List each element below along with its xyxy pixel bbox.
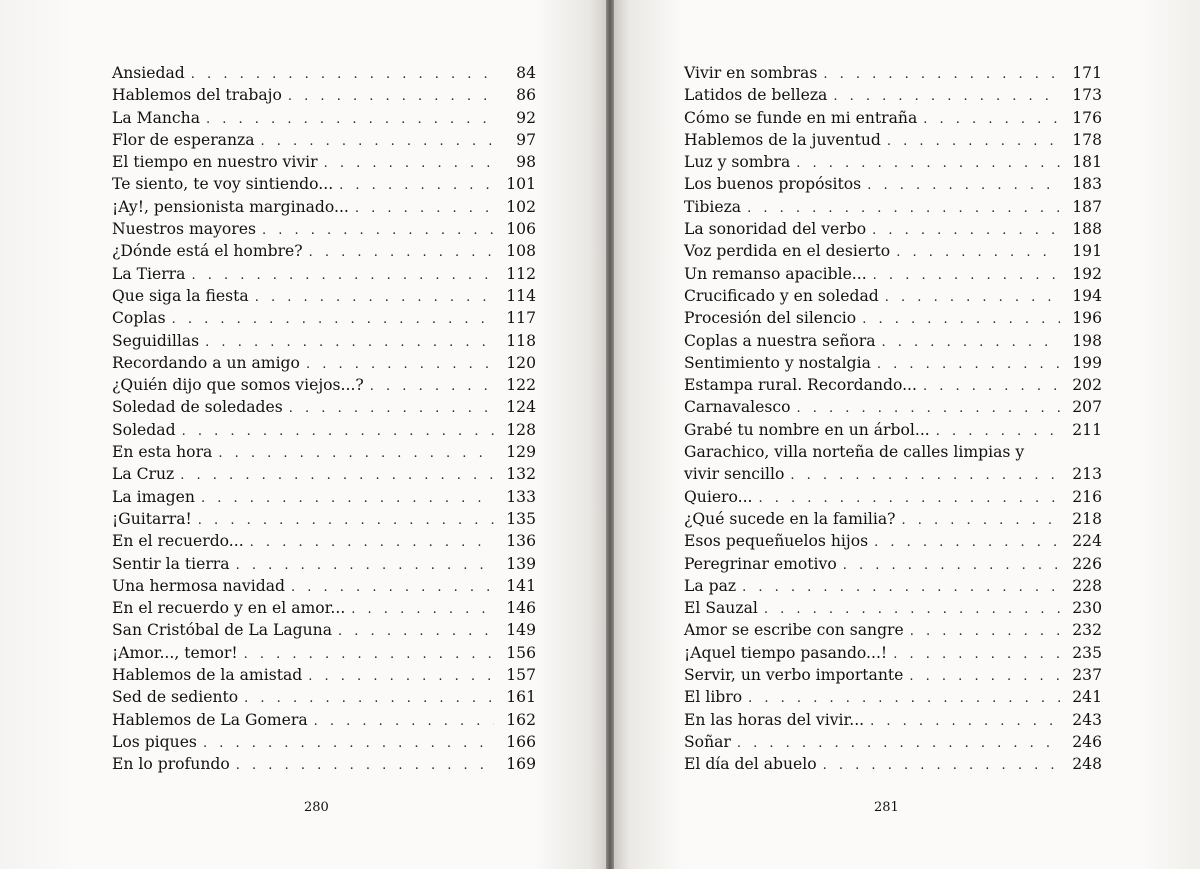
toc-entry <box>684 731 1102 753</box>
toc-entry-title: Un remanso apacible... <box>684 264 867 283</box>
toc-entry-page: 114 <box>506 286 536 305</box>
toc-entry-title: Coplas a nuestra señora <box>684 331 876 350</box>
toc-entry <box>112 441 536 463</box>
toc-entry-page: 237 <box>1072 666 1102 685</box>
toc-entry <box>684 151 1102 173</box>
toc-entry <box>684 196 1102 218</box>
toc-entry-page: 173 <box>1072 86 1102 105</box>
toc-entry-title: La Tierra <box>112 264 186 283</box>
toc-entry-page: 101 <box>506 175 536 194</box>
toc-entry-title: En el recuerdo y en el amor... <box>112 599 346 618</box>
toc-entry <box>684 619 1102 641</box>
toc-entry <box>112 553 536 575</box>
toc-entry-page: 162 <box>506 710 536 729</box>
toc-entry <box>112 352 536 374</box>
toc-entry-title: Crucificado y en soledad <box>684 286 879 305</box>
toc-entry-title: Nuestros mayores <box>112 220 256 239</box>
toc-entry-title: Los buenos propósitos <box>684 175 862 194</box>
toc-entry <box>684 374 1102 396</box>
toc-entry-title: ¡Ay!, pensionista marginado... <box>112 197 349 216</box>
toc-entry <box>684 486 1102 508</box>
toc-entry <box>684 129 1102 151</box>
toc-leader-dots <box>339 175 494 197</box>
toc-entry <box>684 240 1102 262</box>
toc-leader-dots <box>823 64 1060 86</box>
toc-leader-dots <box>172 309 494 331</box>
toc-entry <box>112 753 536 775</box>
toc-entry-title: Flor de esperanza <box>112 130 255 149</box>
toc-leader-dots <box>877 354 1060 376</box>
toc-leader-dots <box>255 287 494 309</box>
toc-entry-page: 141 <box>506 576 536 595</box>
toc-leader-dots <box>893 644 1060 666</box>
toc-entry-title: Los piques <box>112 732 197 751</box>
toc-leader-dots <box>874 532 1060 554</box>
toc-leader-dots <box>909 666 1060 688</box>
toc-entry-page: 191 <box>1072 242 1102 261</box>
toc-entry-title: San Cristóbal de La Laguna <box>112 621 333 640</box>
toc-leader-dots <box>236 555 494 577</box>
toc-entry <box>684 508 1102 530</box>
toc-entry-page: 230 <box>1072 599 1102 618</box>
toc-entry <box>112 709 536 731</box>
toc-entry-page: 92 <box>516 108 536 127</box>
toc-leader-dots <box>885 287 1060 309</box>
toc-entry <box>112 107 536 129</box>
toc-leader-dots <box>191 265 494 287</box>
toc-entry <box>112 263 536 285</box>
toc-leader-dots <box>289 398 494 420</box>
toc-left <box>112 62 536 776</box>
toc-entry-title: En esta hora <box>112 443 213 462</box>
toc-entry-title: Vivir en sombras <box>684 64 818 82</box>
toc-leader-dots <box>244 688 494 710</box>
toc-leader-dots <box>201 488 494 510</box>
toc-leader-dots <box>314 711 494 733</box>
toc-entry <box>684 62 1102 84</box>
page-number-right: 281 <box>874 800 899 815</box>
toc-entry-page: 120 <box>506 353 536 372</box>
toc-leader-dots <box>737 733 1060 755</box>
toc-right <box>684 62 1102 776</box>
toc-entry-page: 218 <box>1072 509 1102 528</box>
toc-entry-page: 122 <box>506 376 536 395</box>
toc-entry-title: Te siento, te voy sintiendo... <box>112 175 334 194</box>
toc-entry-title: ¿Qué sucede en la familia? <box>684 509 896 528</box>
toc-entry <box>112 530 536 552</box>
toc-entry-title: Tibieza <box>684 197 742 216</box>
toc-entry-title: La Cruz <box>112 465 175 484</box>
toc-entry <box>684 307 1102 329</box>
toc-entry-title: Voz perdida en el desierto <box>684 242 891 261</box>
toc-entry-page: 213 <box>1072 465 1102 484</box>
toc-entry-title: Carnavalesco <box>684 398 791 417</box>
toc-entry <box>684 218 1102 240</box>
toc-entry-page: 97 <box>516 130 536 149</box>
toc-entry <box>684 642 1102 664</box>
toc-entry-page: 248 <box>1072 755 1102 774</box>
toc-entry <box>684 173 1102 195</box>
toc-entry-title: La imagen <box>112 487 195 506</box>
toc-entry-title: Cómo se funde en mi entraña <box>684 108 918 127</box>
toc-entry-page: 132 <box>506 465 536 484</box>
toc-leader-dots <box>308 666 494 688</box>
toc-entry-page: 117 <box>506 309 536 328</box>
toc-entry <box>112 642 536 664</box>
toc-entry-title: Amor se escribe con sangre <box>684 621 904 640</box>
toc-entry-page: 243 <box>1072 710 1102 729</box>
toc-entry-title: Garachico, villa norteña de calles limpias y <box>684 443 1025 462</box>
toc-entry-title: El Sauzal <box>684 599 758 618</box>
toc-entry <box>112 84 536 106</box>
toc-entry-page: 196 <box>1072 309 1102 328</box>
toc-entry-page: 199 <box>1072 353 1102 372</box>
toc-entry-page: 207 <box>1072 398 1102 417</box>
toc-leader-dots <box>872 220 1060 242</box>
toc-entry-title: Procesión del silencio <box>684 309 857 328</box>
toc-entry-page: 146 <box>506 599 536 618</box>
toc-entry <box>684 463 1102 485</box>
toc-entry-page: 181 <box>1072 153 1102 172</box>
toc-entry <box>684 553 1102 575</box>
toc-entry <box>112 330 536 352</box>
toc-entry-title: Una hermosa navidad <box>112 576 285 595</box>
toc-entry-page: 133 <box>506 487 536 506</box>
toc-entry-title: Hablemos de la juventud <box>684 130 881 149</box>
toc-entry-title: ¿Quién dijo que somos viejos...? <box>112 376 364 395</box>
toc-entry-page: 198 <box>1072 331 1102 350</box>
toc-entry <box>112 307 536 329</box>
toc-leader-dots <box>355 198 494 220</box>
toc-entry-title: Seguidillas <box>112 331 200 350</box>
toc-entry-page: 128 <box>506 420 536 439</box>
toc-entry-page: 241 <box>1072 688 1102 707</box>
toc-entry-title: El libro <box>684 688 743 707</box>
toc-entry-page: 161 <box>506 688 536 707</box>
toc-leader-dots <box>262 220 494 242</box>
toc-entry-title: Luz y sombra <box>684 153 791 172</box>
toc-entry <box>684 330 1102 352</box>
toc-entry-title: Soñar <box>684 732 731 751</box>
toc-leader-dots <box>306 354 494 376</box>
toc-leader-dots <box>182 421 494 443</box>
toc-entry-page: 86 <box>516 86 536 105</box>
toc-entry-title: ¡Amor..., temor! <box>112 643 238 662</box>
toc-leader-dots <box>205 332 494 354</box>
toc-entry-title: vivir sencillo <box>684 465 785 484</box>
toc-leader-dots <box>764 599 1060 621</box>
toc-leader-dots <box>198 510 494 532</box>
toc-leader-dots <box>796 398 1060 420</box>
toc-entry-page: 246 <box>1072 732 1102 751</box>
toc-entry-page: 149 <box>506 621 536 640</box>
toc-entry-page: 171 <box>1072 64 1102 82</box>
toc-entry-page: 194 <box>1072 286 1102 305</box>
toc-entry <box>112 686 536 708</box>
toc-entry <box>112 419 536 441</box>
toc-entry <box>112 664 536 686</box>
toc-entry-page: 135 <box>506 509 536 528</box>
toc-entry <box>684 107 1102 129</box>
toc-entry <box>684 441 1102 463</box>
toc-leader-dots <box>291 577 494 599</box>
toc-entry-title: Quiero... <box>684 487 753 506</box>
toc-entry-title: En lo profundo <box>112 755 230 774</box>
toc-entry-page: 211 <box>1072 420 1102 439</box>
book-gutter <box>606 0 614 869</box>
toc-entry <box>112 374 536 396</box>
toc-entry-title: La paz <box>684 576 737 595</box>
toc-entry-page: 124 <box>506 398 536 417</box>
toc-entry <box>112 731 536 753</box>
toc-entry <box>112 486 536 508</box>
toc-entry-page: 183 <box>1072 175 1102 194</box>
toc-entry-page: 235 <box>1072 643 1102 662</box>
toc-leader-dots <box>180 465 494 487</box>
toc-leader-dots <box>203 733 494 755</box>
toc-entry <box>112 173 536 195</box>
toc-entry <box>112 240 536 262</box>
toc-leader-dots <box>758 488 1060 510</box>
toc-entry-title: Que siga la fiesta <box>112 286 249 305</box>
toc-leader-dots <box>748 688 1060 710</box>
toc-entry-page: 176 <box>1072 108 1102 127</box>
toc-entry-page: 187 <box>1072 197 1102 216</box>
toc-leader-dots <box>796 153 1060 175</box>
toc-leader-dots <box>870 711 1060 733</box>
toc-entry <box>684 709 1102 731</box>
toc-leader-dots <box>191 64 494 86</box>
toc-entry-title: El tiempo en nuestro vivir <box>112 153 318 172</box>
toc-entry <box>112 396 536 418</box>
toc-entry-title: ¿Dónde está el hombre? <box>112 242 303 261</box>
toc-entry-title: La Mancha <box>112 108 200 127</box>
toc-leader-dots <box>790 465 1060 487</box>
toc-leader-dots <box>218 443 494 465</box>
toc-entry-title: Soledad <box>112 420 176 439</box>
toc-entry-page: 216 <box>1072 487 1102 506</box>
toc-entry-title: Hablemos de la amistad <box>112 666 303 685</box>
toc-leader-dots <box>236 755 494 777</box>
toc-leader-dots <box>747 198 1060 220</box>
toc-leader-dots <box>887 131 1060 153</box>
toc-entry-title: ¡Aquel tiempo pasando...! <box>684 643 888 662</box>
toc-entry-page: 228 <box>1072 576 1102 595</box>
toc-leader-dots <box>902 510 1061 532</box>
toc-entry-title: Peregrinar emotivo <box>684 554 837 573</box>
toc-entry-page: 166 <box>506 732 536 751</box>
toc-entry <box>112 619 536 641</box>
toc-leader-dots <box>873 265 1060 287</box>
toc-entry-title: Sed de sediento <box>112 688 239 707</box>
toc-entry <box>684 530 1102 552</box>
toc-leader-dots <box>244 644 494 666</box>
toc-entry-title: El día del abuelo <box>684 755 817 774</box>
toc-entry-title: En las horas del vivir... <box>684 710 865 729</box>
toc-entry-page: 108 <box>506 242 536 261</box>
toc-entry-page: 232 <box>1072 621 1102 640</box>
toc-leader-dots <box>896 242 1060 264</box>
toc-entry <box>684 419 1102 441</box>
toc-entry-title: Soledad de soledades <box>112 398 283 417</box>
toc-entry-title: Estampa rural. Recordando... <box>684 376 917 395</box>
toc-entry-page: 226 <box>1072 554 1102 573</box>
toc-entry-page: 84 <box>516 64 536 82</box>
toc-entry-title: Latidos de belleza <box>684 86 828 105</box>
toc-leader-dots <box>833 86 1060 108</box>
toc-entry <box>112 151 536 173</box>
toc-entry-page: 224 <box>1072 532 1102 551</box>
toc-entry <box>684 753 1102 775</box>
toc-leader-dots <box>936 421 1060 443</box>
toc-entry-title: Grabé tu nombre en un árbol... <box>684 420 930 439</box>
toc-entry-title: Sentir la tierra <box>112 554 230 573</box>
toc-entry-title: La sonoridad del verbo <box>684 220 867 239</box>
toc-entry-title: Ansiedad <box>112 64 185 82</box>
toc-entry-title: Servir, un verbo importante <box>684 666 904 685</box>
toc-entry-title: Hablemos de La Gomera <box>112 710 308 729</box>
toc-entry-title: Hablemos del trabajo <box>112 86 282 105</box>
toc-leader-dots <box>338 621 494 643</box>
toc-leader-dots <box>882 332 1060 354</box>
toc-entry <box>112 575 536 597</box>
toc-entry <box>684 686 1102 708</box>
toc-entry-title: Recordando a un amigo <box>112 353 300 372</box>
toc-entry-page: 106 <box>506 220 536 239</box>
toc-leader-dots <box>867 175 1060 197</box>
toc-leader-dots <box>261 131 494 153</box>
toc-entry <box>684 352 1102 374</box>
toc-entry-title: Esos pequeñuelos hijos <box>684 532 869 551</box>
toc-entry-page: 139 <box>506 554 536 573</box>
toc-leader-dots <box>910 621 1060 643</box>
toc-entry <box>684 84 1102 106</box>
toc-leader-dots <box>351 599 494 621</box>
toc-entry <box>684 285 1102 307</box>
toc-entry <box>684 396 1102 418</box>
toc-leader-dots <box>370 376 494 398</box>
toc-entry-page: 156 <box>506 643 536 662</box>
toc-entry-page: 102 <box>506 197 536 216</box>
toc-entry <box>112 129 536 151</box>
toc-entry <box>112 62 536 84</box>
toc-leader-dots <box>862 309 1060 331</box>
toc-entry <box>112 508 536 530</box>
toc-entry-title: Sentimiento y nostalgia <box>684 353 871 372</box>
toc-entry-page: 98 <box>516 153 536 172</box>
toc-entry <box>112 196 536 218</box>
page-number-left: 280 <box>304 800 329 815</box>
toc-entry-page: 112 <box>506 264 536 283</box>
toc-entry <box>684 664 1102 686</box>
toc-entry-page: 169 <box>506 755 536 774</box>
toc-entry-page: 178 <box>1072 130 1102 149</box>
toc-entry <box>112 218 536 240</box>
toc-leader-dots <box>742 577 1060 599</box>
toc-leader-dots <box>923 109 1060 131</box>
toc-entry-page: 192 <box>1072 264 1102 283</box>
toc-entry-page: 118 <box>506 331 536 350</box>
toc-leader-dots <box>309 242 494 264</box>
toc-leader-dots <box>923 376 1060 398</box>
toc-entry-title: En el recuerdo... <box>112 532 244 551</box>
toc-entry-page: 136 <box>506 532 536 551</box>
toc-entry <box>112 597 536 619</box>
toc-entry <box>684 597 1102 619</box>
toc-leader-dots <box>324 153 494 175</box>
toc-leader-dots <box>206 109 494 131</box>
toc-entry-title: ¡Guitarra! <box>112 509 192 528</box>
toc-entry-page: 188 <box>1072 220 1102 239</box>
toc-leader-dots <box>843 555 1060 577</box>
toc-leader-dots <box>288 86 494 108</box>
toc-entry <box>112 463 536 485</box>
toc-leader-dots <box>823 755 1060 777</box>
toc-entry-page: 129 <box>506 443 536 462</box>
toc-entry <box>684 263 1102 285</box>
toc-leader-dots <box>250 532 494 554</box>
toc-entry <box>112 285 536 307</box>
toc-entry-page: 202 <box>1072 376 1102 395</box>
toc-entry-title: Coplas <box>112 309 166 328</box>
toc-entry-page: 157 <box>506 666 536 685</box>
toc-entry <box>684 575 1102 597</box>
